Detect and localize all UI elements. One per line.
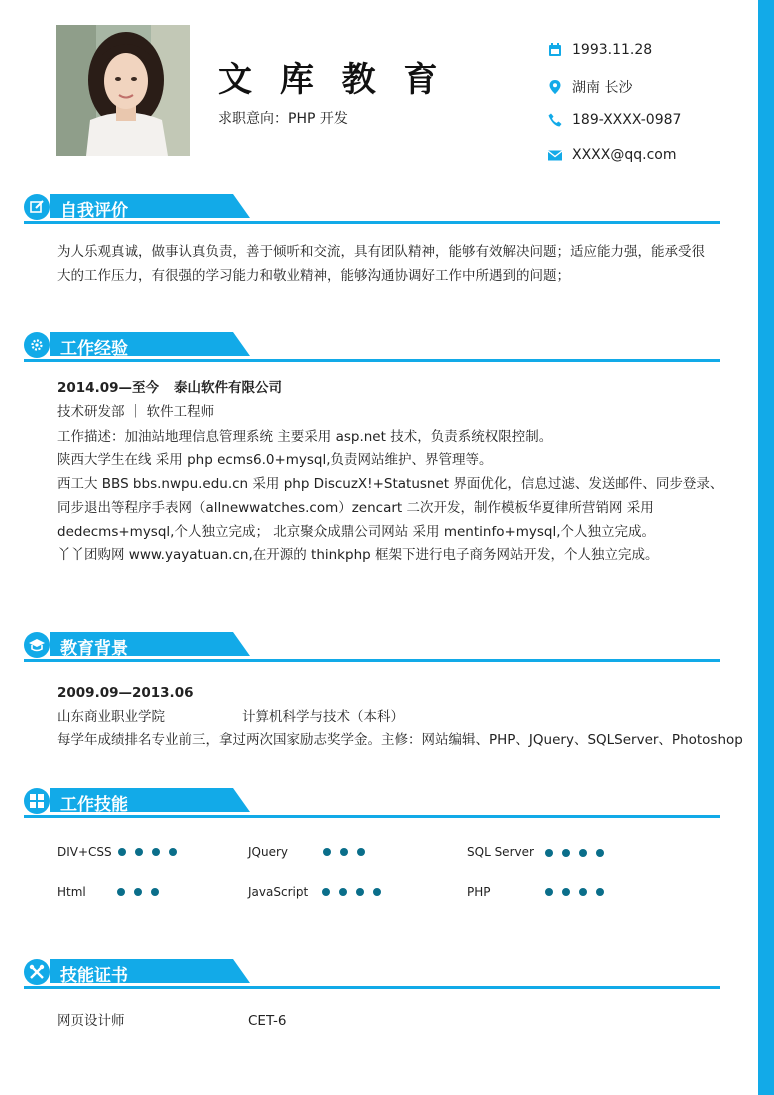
skill-dot [373, 888, 381, 896]
section-header-education [24, 632, 720, 662]
skill-level [323, 848, 365, 856]
work-dept: 技术研发部 ｜ 软件工程师 [57, 404, 215, 420]
email: XXXX@qq.com [572, 147, 677, 163]
skill-dot [134, 888, 142, 896]
work-line: 陕西大学生在线 采用 php ecms6.0+mysql,负责网站维护、界管理等。 [57, 452, 493, 468]
calendar-icon [548, 43, 562, 57]
skill-dot [169, 848, 177, 856]
skill-dot [545, 888, 553, 896]
skill-dot [152, 848, 160, 856]
work-line: dedecms+mysql,个人独立完成； 北京聚众成鼎公司网站 采用 mentinfo+mysql,个人独立完成。 [57, 524, 656, 540]
tools-icon [24, 959, 50, 985]
contact-phone [548, 112, 681, 128]
skill-dot [151, 888, 159, 896]
edu-major: 计算机科学与技术（本科） [242, 709, 404, 725]
skill-name: PHP [467, 885, 491, 899]
skill-dot [357, 848, 365, 856]
edu-school: 山东商业职业学院 [57, 709, 165, 725]
work-line: 同步退出等程序手表网（allnewwatches.com）zencart 二次开发，制作模板华夏律所营销网 采用 [57, 500, 654, 516]
contact-birth [548, 42, 652, 58]
skill-dot [117, 888, 125, 896]
skill-name: JQuery [248, 845, 289, 859]
right-accent-bar [758, 0, 774, 1095]
skill-dot [339, 888, 347, 896]
job-intent: 求职意向：PHP 开发 [218, 111, 348, 127]
section-header-self-eval [24, 194, 720, 224]
skill-dot [356, 888, 364, 896]
skill-dot [596, 849, 604, 857]
skill-name: DIV+CSS [57, 845, 112, 859]
grid-icon [24, 788, 50, 814]
work-period: 2014.09—至今 [57, 380, 159, 396]
skill-dot [323, 848, 331, 856]
cert-item: CET-6 [248, 1013, 287, 1029]
phone-icon [548, 113, 562, 127]
section-title: 教育背景 [60, 639, 128, 659]
skill-level [545, 888, 604, 896]
edu-desc: 每学年成绩排名专业前三，拿过两次国家励志奖学金。主修：网站编辑、PHP、JQuery、SQLServer、Photoshop [57, 732, 743, 748]
birth-date: 1993.11.28 [572, 42, 653, 58]
skill-dot [596, 888, 604, 896]
section-title: 工作技能 [60, 795, 128, 815]
skill-dot [579, 888, 587, 896]
section-header-work [24, 332, 720, 362]
cert-item: 网页设计师 [57, 1013, 125, 1029]
edu-period: 2009.09—2013.06 [57, 685, 194, 701]
skill-dot [118, 848, 126, 856]
skill-dot [562, 888, 570, 896]
gear-icon [24, 332, 50, 358]
candidate-name: 文 库 教 育 [218, 60, 446, 100]
skill-name: SQL Server [467, 845, 534, 859]
skill-dot [135, 848, 143, 856]
work-line: 工作描述：加油站地理信息管理系统 主要采用 asp.net 技术，负责系统权限控制。 [57, 429, 553, 445]
section-header-skills [24, 788, 720, 818]
section-title: 自我评价 [60, 201, 128, 221]
work-company: 泰山软件有限公司 [174, 380, 282, 396]
edit-icon [24, 194, 50, 220]
self-eval-line: 为人乐观真诚，做事认真负责，善于倾听和交流，具有团队精神，能够有效解决问题；适应能力强，能承受很 [57, 244, 705, 260]
skill-dot [562, 849, 570, 857]
contact-email [548, 147, 677, 163]
skill-dot [579, 849, 587, 857]
section-title: 工作经验 [60, 339, 128, 359]
skill-dot [545, 849, 553, 857]
phone: 189-XXXX-0987 [572, 112, 682, 128]
work-line: 西工大 BBS bbs.nwpu.edu.cn 采用 php DiscuzX!+Statusnet 界面优化，信息过滤、发送邮件、同步登录、 [57, 476, 724, 492]
skill-name: Html [57, 885, 86, 899]
skill-level [117, 888, 159, 896]
mail-icon [548, 148, 562, 162]
skill-level [545, 849, 604, 857]
skill-level [322, 888, 381, 896]
location-pin-icon [548, 80, 562, 94]
work-line: 丫丫团购网 www.yayatuan.cn,在开源的 thinkphp 框架下进行电子商务网站开发，个人独立完成。 [57, 547, 659, 563]
section-header-certs [24, 959, 720, 989]
skill-name: JavaScript [248, 885, 309, 899]
skill-dot [322, 888, 330, 896]
skill-level [118, 848, 177, 856]
section-title: 技能证书 [60, 966, 128, 986]
location: 湖南 长沙 [572, 80, 633, 96]
self-eval-line: 大的工作压力，有很强的学习能力和敬业精神，能够沟通协调好工作中所遇到的问题； [57, 268, 570, 284]
skill-dot [340, 848, 348, 856]
contact-location [548, 77, 632, 97]
profile-photo [56, 25, 190, 156]
graduation-cap-icon [24, 632, 50, 658]
